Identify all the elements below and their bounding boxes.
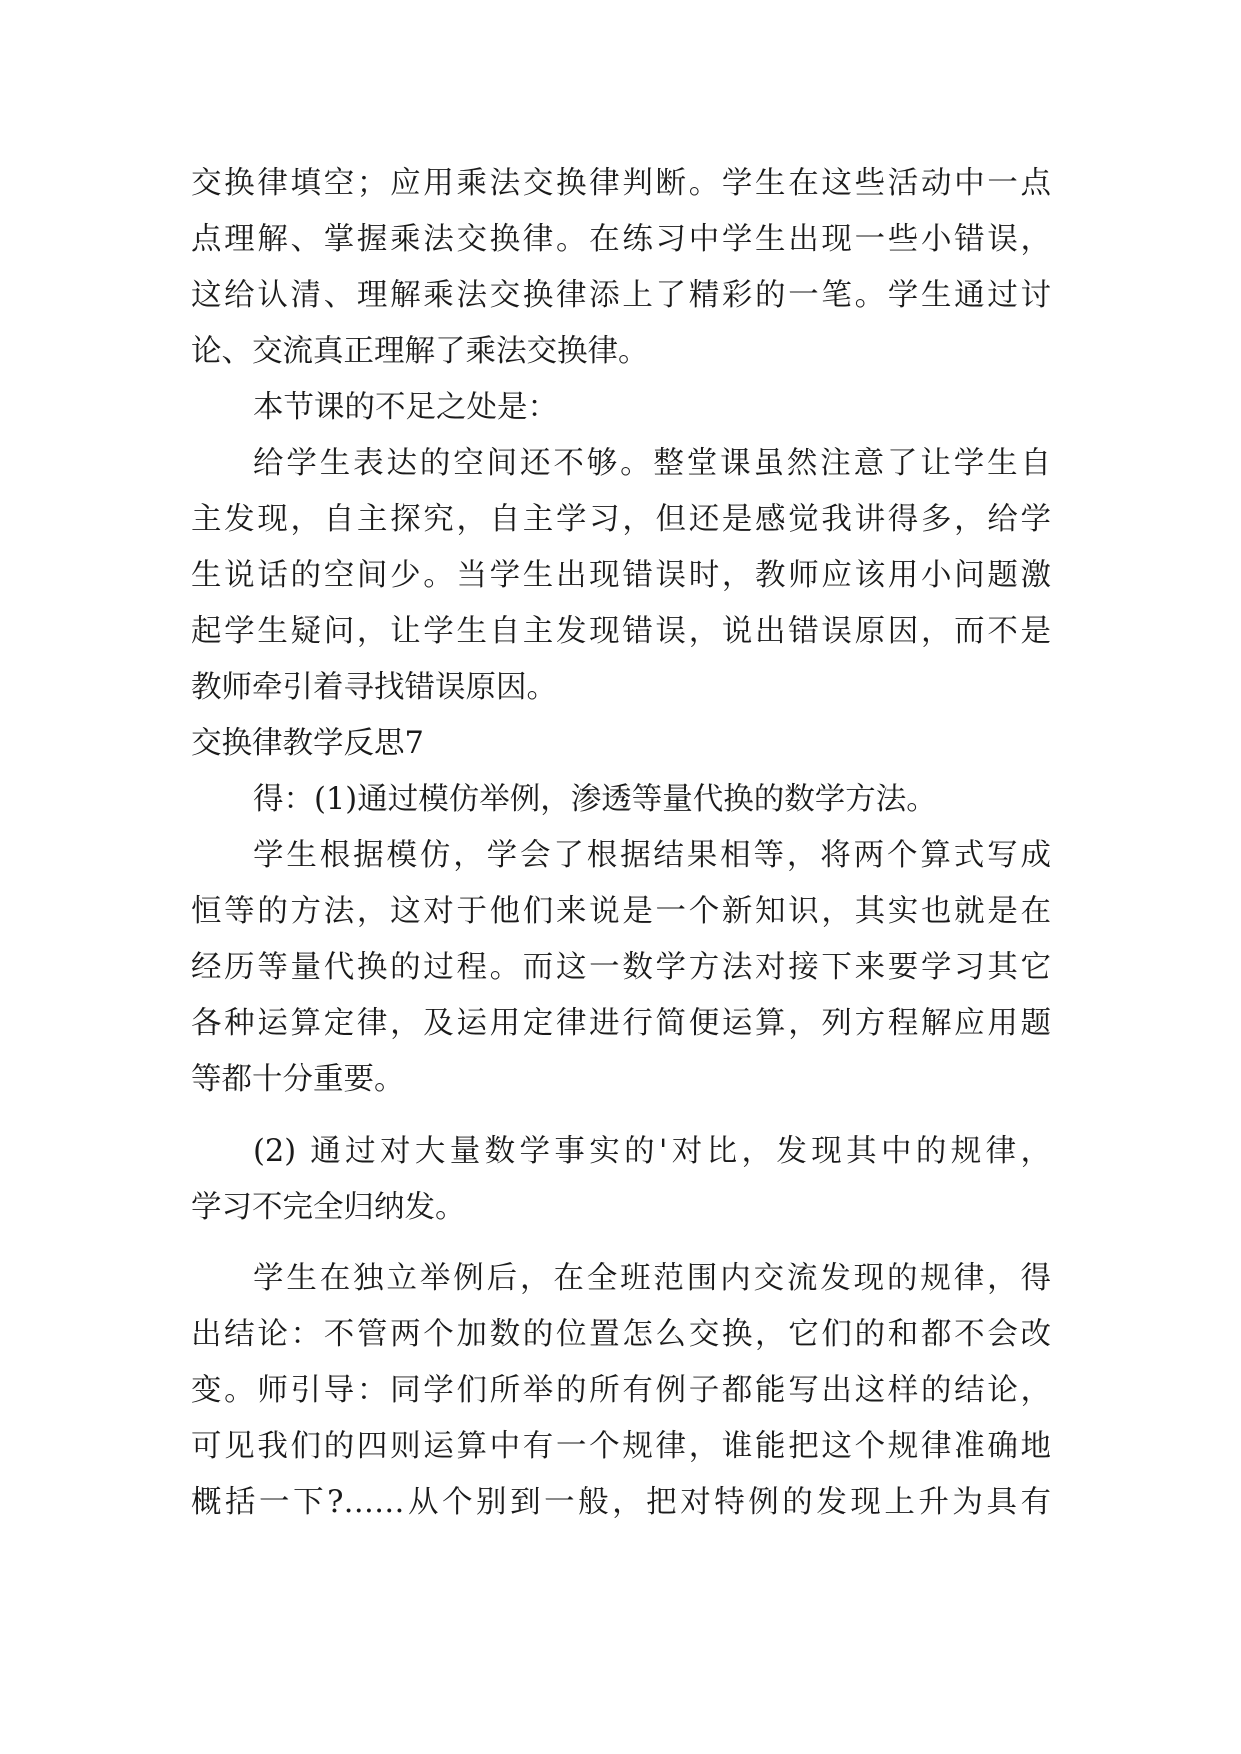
text-line: 等都十分重要。 (191, 1062, 405, 1097)
text-line: 得：(1)通过模仿举例，渗透等量代换的数学方法。 (253, 782, 937, 817)
text-line: 这给认清、理解乘法交换律添上了精彩的一笔。学生通过讨 (191, 278, 1051, 313)
text-line: 教师牵引着寻找错误原因。 (191, 670, 557, 705)
text-line: 学习不完全归纳发。 (191, 1190, 466, 1225)
text-line: 变。师引导：同学们所举的所有例子都能写出这样的结论， (191, 1373, 1051, 1408)
text-line: 点理解、掌握乘法交换律。在练习中学生出现一些小错误， (191, 222, 1051, 257)
text-line: 可见我们的四则运算中有一个规律，谁能把这个规律准确地 (191, 1429, 1051, 1464)
text-line: 生说话的空间少。当学生出现错误时，教师应该用小问题激 (191, 558, 1051, 593)
text-line: 经历等量代换的过程。而这一数学方法对接下来要学习其它 (191, 950, 1051, 985)
text-line: 出结论：不管两个加数的位置怎么交换，它们的和都不会改 (191, 1317, 1051, 1352)
section-heading: 交换律教学反思7 (191, 726, 424, 761)
text-line: 学生在独立举例后，在全班范围内交流发现的规律，得 (253, 1261, 1051, 1296)
text-line: 学生根据模仿，学会了根据结果相等，将两个算式写成 (253, 838, 1051, 873)
text-line: 论、交流真正理解了乘法交换律。 (191, 334, 649, 369)
text-line: 概括一下?……从个别到一般，把对特例的发现上升为具有 (191, 1485, 1051, 1520)
text-line: 恒等的方法，这对于他们来说是一个新知识，其实也就是在 (191, 894, 1051, 929)
text-line: (2) 通过对大量数学事实的'对比，发现其中的规律， (253, 1134, 1051, 1169)
text-line: 交换律填空；应用乘法交换律判断。学生在这些活动中一点 (191, 166, 1051, 201)
text-line: 各种运算定律，及运用定律进行简便运算，列方程解应用题 (191, 1006, 1051, 1041)
text-line: 起学生疑问，让学生自主发现错误，说出错误原因，而不是 (191, 614, 1051, 649)
text-line: 本节课的不足之处是： (253, 390, 558, 425)
text-line: 主发现，自主探究，自主学习，但还是感觉我讲得多，给学 (191, 502, 1051, 537)
text-line: 给学生表达的空间还不够。整堂课虽然注意了让学生自 (253, 446, 1051, 481)
